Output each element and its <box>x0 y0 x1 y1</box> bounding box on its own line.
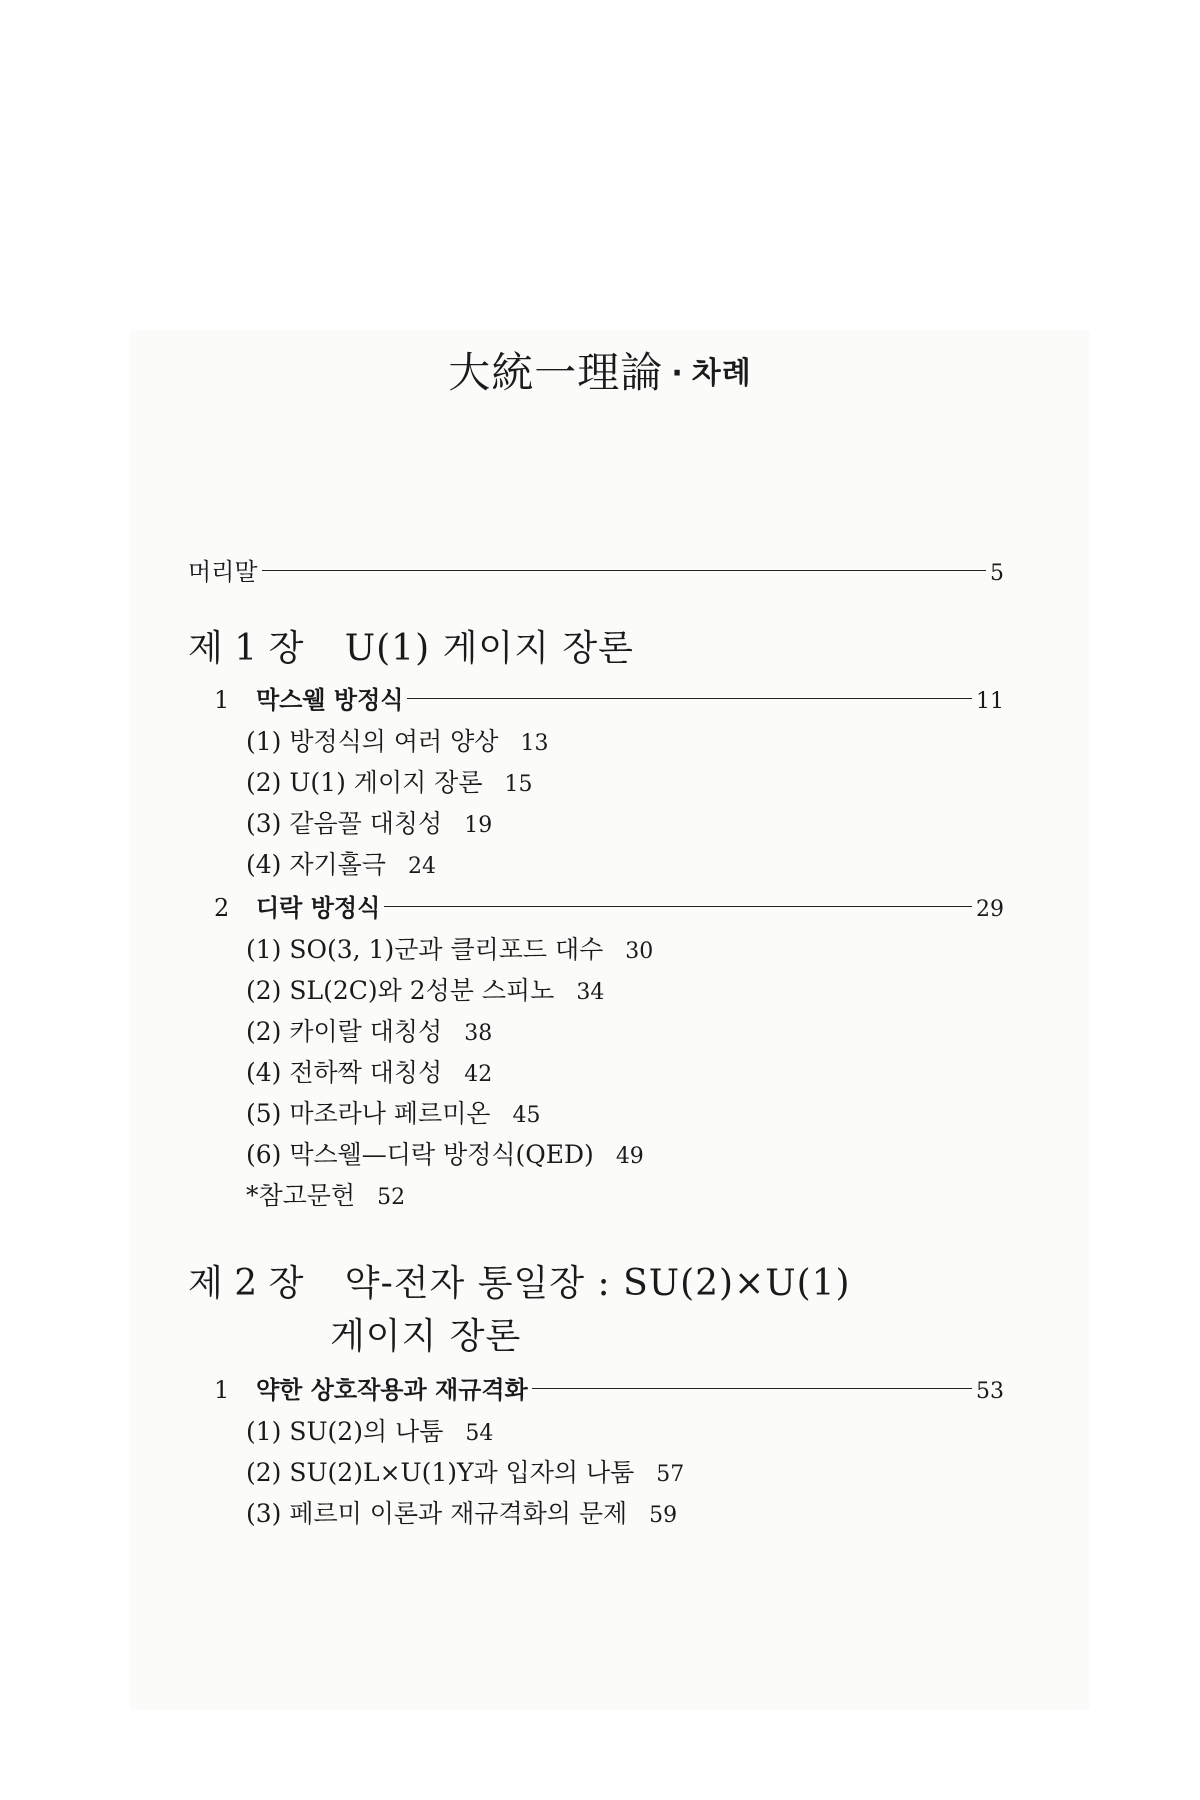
leader-rule <box>384 906 972 907</box>
toc-item[interactable] <box>246 1094 541 1130</box>
book-title: 大統一理論 <box>448 348 664 397</box>
page-number: 29 <box>976 897 1004 922</box>
leader-rule <box>532 1388 972 1389</box>
chapter-1-heading[interactable] <box>188 620 634 671</box>
contents-heading: 차례 <box>691 356 752 391</box>
toc-item[interactable] <box>246 930 653 966</box>
toc-item[interactable] <box>246 1494 677 1530</box>
section-title: 약한 상호작용과 재규격화 <box>256 1376 528 1404</box>
section-title: 디락 방정식 <box>256 894 381 922</box>
item-label: (2) SL(2C)와 2성분 스피노 <box>246 976 555 1005</box>
page-number: 52 <box>377 1185 406 1210</box>
page-number: 49 <box>615 1144 644 1169</box>
toc-item[interactable] <box>246 1012 492 1048</box>
section-number: 1 <box>214 1376 230 1404</box>
toc-item[interactable] <box>246 1053 492 1089</box>
leader-rule <box>407 698 972 699</box>
page-number: 19 <box>464 813 493 838</box>
page-number: 13 <box>520 731 549 756</box>
chapter-number: 제 2 장 <box>188 1263 304 1304</box>
chapter-2-heading[interactable] <box>188 1255 851 1306</box>
item-label: (2) SU(2)L×U(1)Y과 입자의 나툼 <box>246 1458 635 1487</box>
toc-item[interactable] <box>246 804 492 840</box>
toc-item[interactable] <box>246 1412 493 1448</box>
item-label: (4) 전하짝 대칭성 <box>246 1058 443 1087</box>
toc-item[interactable] <box>246 763 533 799</box>
toc-item[interactable] <box>246 971 604 1007</box>
toc-item[interactable] <box>246 1135 644 1171</box>
section-title: 막스웰 방정식 <box>256 686 404 714</box>
item-label: (4) 자기홀극 <box>246 850 386 879</box>
item-label: (1) SO(3, 1)군과 클리포드 대수 <box>246 935 604 964</box>
page-number: 57 <box>656 1462 685 1487</box>
item-label: (3) 페르미 이론과 재규격화의 문제 <box>246 1499 628 1528</box>
chapter-title: 약-전자 통일장 : SU(2)×U(1) <box>344 1263 851 1304</box>
leader-rule <box>262 570 986 571</box>
chapter-number: 제 1 장 <box>188 628 304 669</box>
page-title <box>0 340 1200 400</box>
toc-section[interactable] <box>214 888 1004 923</box>
item-label: (2) U(1) 게이지 장론 <box>246 768 483 797</box>
item-label: (1) 방정식의 여러 양상 <box>246 727 499 756</box>
toc-section[interactable] <box>214 1370 1004 1405</box>
chapter-title: U(1) 게이지 장론 <box>344 628 634 669</box>
item-label: *참고문헌 <box>246 1181 356 1210</box>
page-number: 15 <box>504 772 533 797</box>
toc-section[interactable] <box>214 680 1004 715</box>
toc-item[interactable] <box>246 722 548 758</box>
item-label: (2) 카이랄 대칭성 <box>246 1017 443 1046</box>
page-number: 30 <box>625 939 654 964</box>
page-number: 59 <box>649 1503 678 1528</box>
item-label: (6) 막스웰—디락 방정식(QED) <box>246 1140 594 1169</box>
preface-label: 머리말 <box>188 558 258 586</box>
page-number: 53 <box>976 1379 1004 1404</box>
page-number: 34 <box>576 980 605 1005</box>
page-number: 45 <box>512 1103 541 1128</box>
page-number: 5 <box>990 561 1004 586</box>
chapter-2-title-continued: 게이지 장론 <box>330 1316 522 1357</box>
section-number: 2 <box>214 894 230 922</box>
item-label: (3) 같음꼴 대칭성 <box>246 809 443 838</box>
page-number: 38 <box>464 1021 493 1046</box>
toc-item[interactable] <box>246 1176 405 1212</box>
toc-item[interactable] <box>246 845 436 881</box>
page-number: 54 <box>465 1421 494 1446</box>
section-number: 1 <box>214 686 230 714</box>
item-label: (1) SU(2)의 나툼 <box>246 1417 444 1446</box>
page-number: 42 <box>464 1062 493 1087</box>
item-label: (5) 마조라나 페르미온 <box>246 1099 491 1128</box>
toc-item[interactable] <box>246 1453 684 1489</box>
toc-preface[interactable] <box>188 552 1004 587</box>
page-number: 11 <box>976 689 1004 714</box>
title-separator: · <box>671 356 684 391</box>
page-number: 24 <box>407 854 436 879</box>
